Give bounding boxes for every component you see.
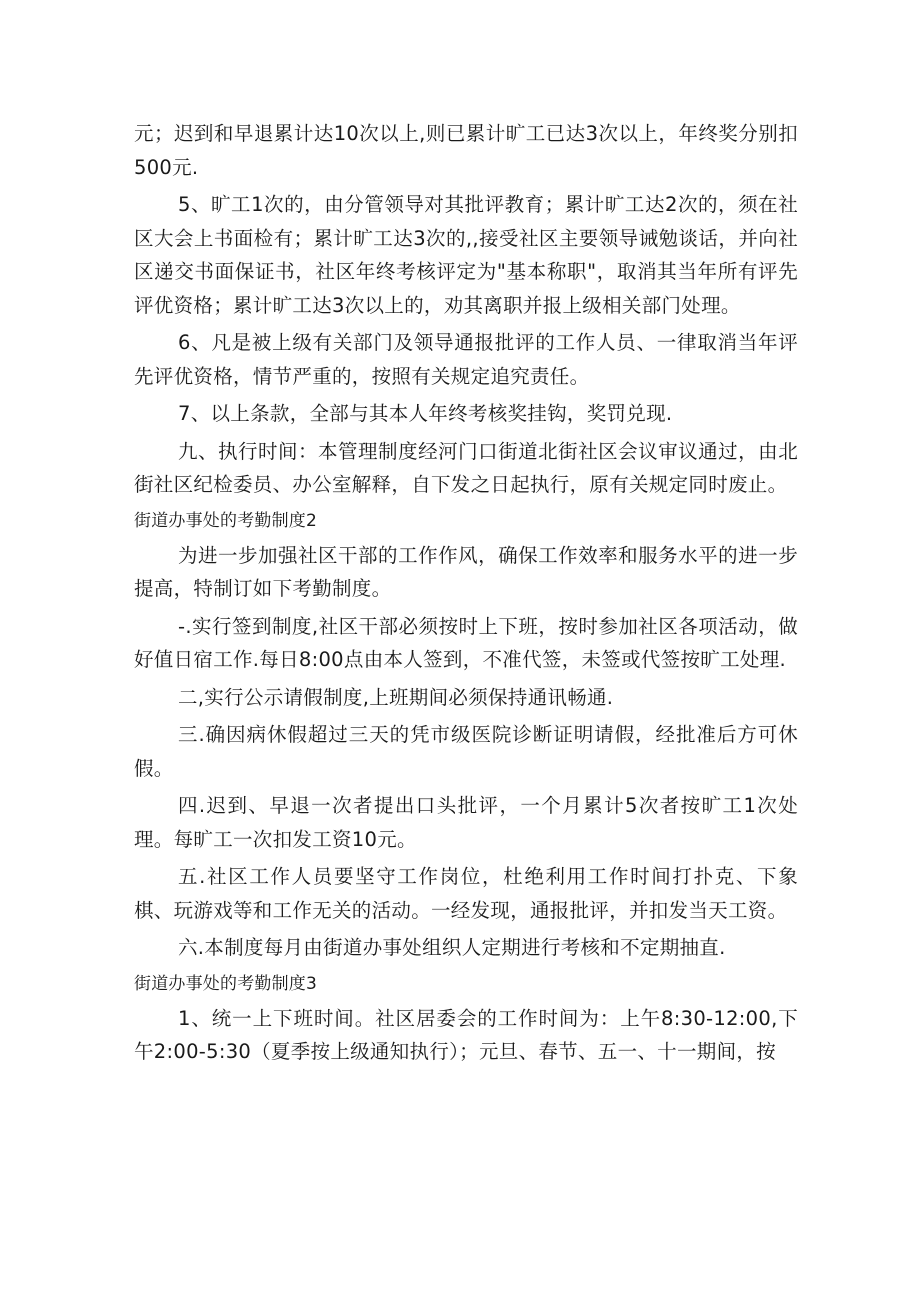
paragraph-intro-2: 为进一步加强社区干部的工作作风，确保工作效率和服务水平的进一步提高，特制订如下考勤制度。 [134, 543, 798, 600]
paragraph-item-1-sign-in: -.实行签到制度,社区干部必须按时上下班，按时参加社区各项活动，做好值日宿工作.每日8:00点由本人签到，不准代签，未签或代签按旷工处理. [134, 614, 798, 671]
paragraph-item-3-sick-leave: 三.确因病休假超过三天的凭市级医院诊断证明请假，经批准后方可休假。 [134, 723, 798, 780]
document-body [134, 117, 798, 1073]
paragraph-item-4-late-early: 四.迟到、早退一次者提出口头批评，一个月累计5次者按旷工1次处理。每旷工一次扣发工资10元。 [134, 794, 798, 851]
section-heading-2: 街道办事处的考勤制度2 [134, 510, 318, 531]
paragraph-rule-6-criticism: 6、凡是被上级有关部门及领导通报批评的工作人员、一律取消当年评先评优资格，情节严重的，按照有关规定追究责任。 [134, 331, 798, 388]
paragraph-section-9-execution-time: 九、执行时间：本管理制度经河门口街道北街社区会议审议通过，由北街社区纪检委员、办公室解释，自下发之日起执行，原有关规定同时废止。 [134, 439, 798, 496]
paragraph-rule-1-working-hours: 1、统一上下班时间。社区居委会的工作时间为：上午8:30-12:00,下午2:00-5:30（夏季按上级通知执行）；元旦、春节、五一、十一期间，按 [134, 1006, 798, 1063]
section-heading-3: 街道办事处的考勤制度3 [134, 973, 318, 994]
paragraph-item-5-stay-at-post: 五.社区工作人员要坚守工作岗位，杜绝利用工作时间打扑克、下象棋、玩游戏等和工作无关的活动。一经发现，通报批评，并扣发当天工资。 [134, 865, 798, 922]
paragraph-rule-7-bonus-link: 7、以上条款，全部与其本人年终考核奖挂钩，奖罚兑现. [178, 402, 673, 425]
paragraph-item-6-monthly-check: 六.本制度每月由街道办事处组织人定期进行考核和不定期抽直. [178, 936, 726, 959]
paragraph-year-end-bonus-deduction: 元；迟到和早退累计达10次以上,则已累计旷工已达3次以上，年终奖分别扣500元. [134, 122, 798, 179]
paragraph-item-2-leave-notice: 二,实行公示请假制度,上班期间必须保持通讯畅通. [178, 685, 614, 709]
paragraph-rule-5-absenteeism: 5、旷工1次的，由分管领导对其批评教育；累计旷工达2次的，须在社区大会上书面检有；累计旷工达3次的,,接受社区主要领导诫勉谈话，并向社区递交书面保证书，社区年终考核评定为"基本称职"，取消其当年所有评先评优资格；累计旷工达3次以上的，劝其离职并报上级相关部门处理。 [134, 193, 798, 317]
